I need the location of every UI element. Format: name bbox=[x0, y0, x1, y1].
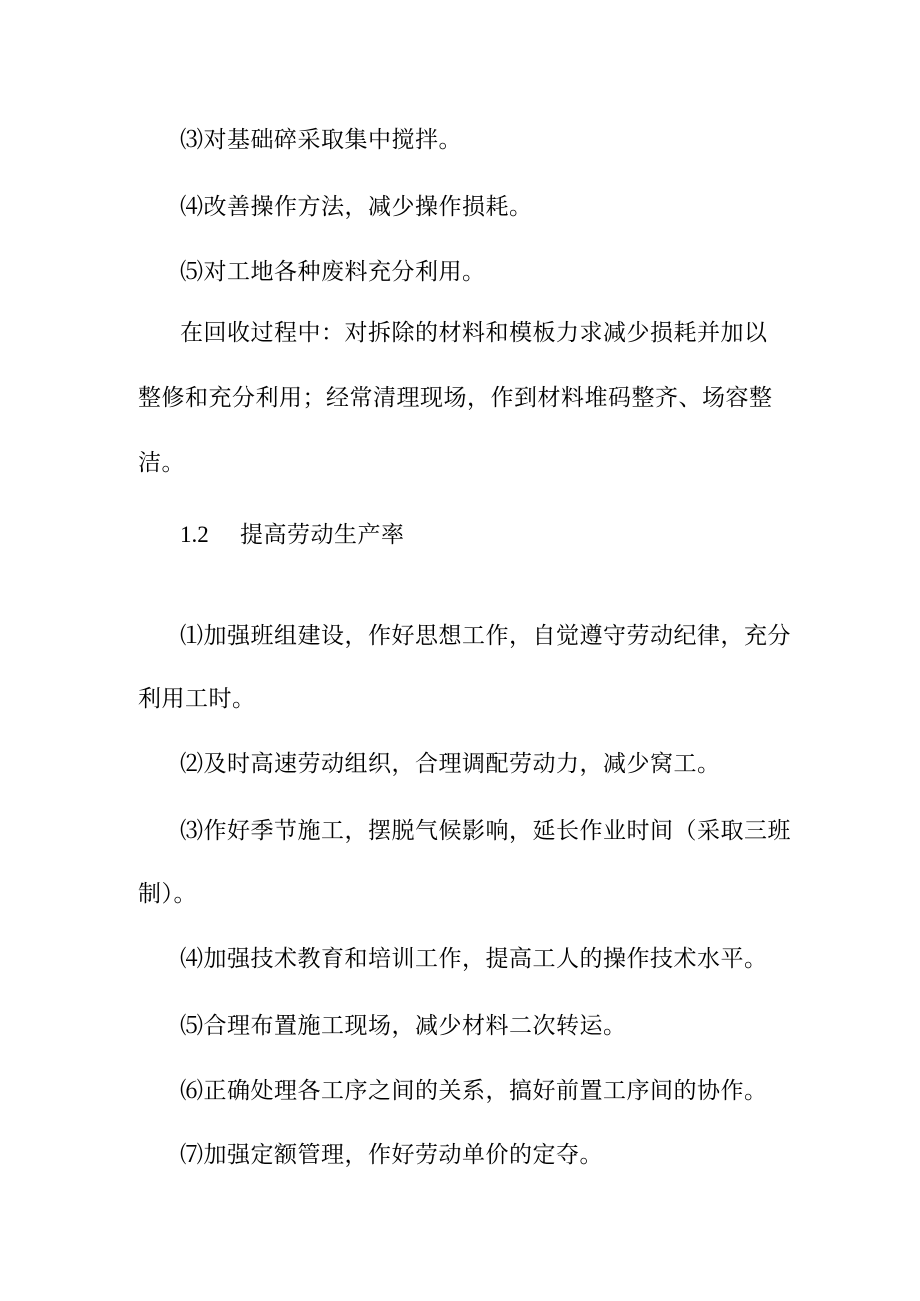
paragraph-line: 整修和充分利用；经常清理现场，作到材料堆码整齐、场容整 bbox=[138, 385, 773, 411]
section-title: 提高劳动生产率 bbox=[240, 522, 405, 548]
list-item-1: ⑴加强班组建设，作好思想工作，自觉遵守劳动纪律，充分 bbox=[180, 623, 791, 649]
list-item-3: ⑶作好季节施工，摆脱气候影响，延长作业时间（采取三班 bbox=[180, 818, 791, 844]
list-item-3-continuation: 制）。 bbox=[138, 881, 197, 907]
list-item-5: ⑸合理布置施工现场，减少材料二次转运。 bbox=[180, 1013, 627, 1039]
paragraph-line: 洁。 bbox=[138, 450, 185, 476]
list-item-4: ⑷加强技术教育和培训工作，提高工人的操作技术水平。 bbox=[180, 946, 768, 972]
paragraph-line: 在回收过程中：对拆除的材料和模板力求减少损耗并加以 bbox=[180, 320, 768, 346]
list-item-7: ⑺加强定额管理，作好劳动单价的定夺。 bbox=[180, 1142, 603, 1168]
list-item-5: ⑸对工地各种废料充分利用。 bbox=[180, 259, 486, 285]
list-item-3: ⑶对基础碎采取集中搅拌。 bbox=[180, 127, 462, 153]
list-item-6: ⑹正确处理各工序之间的关系，搞好前置工序间的协作。 bbox=[180, 1078, 768, 1104]
section-number: 1.2 bbox=[180, 522, 209, 547]
list-item-1-continuation: 利用工时。 bbox=[138, 686, 256, 712]
list-item-4: ⑷改善操作方法，减少操作损耗。 bbox=[180, 194, 533, 220]
list-item-2: ⑵及时高速劳动组织，合理调配劳动力，减少窝工。 bbox=[180, 751, 721, 777]
